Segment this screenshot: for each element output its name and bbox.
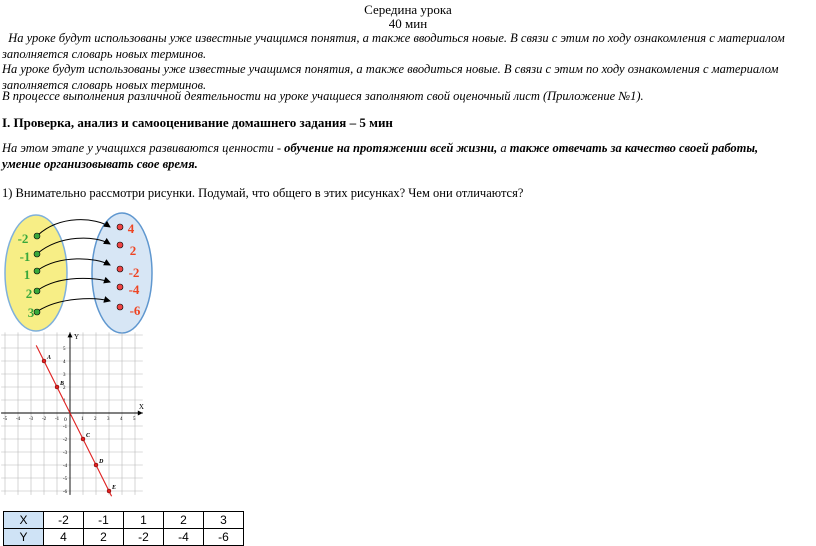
values-bold-1: обучение на протяжении всей жизни, — [284, 141, 498, 155]
y-tick-label: 2 — [63, 386, 66, 391]
values-paragraph — [2, 141, 792, 172]
y-tick-label: -1 — [63, 425, 68, 430]
graph-axes — [1, 332, 144, 495]
range-value: 4 — [127, 221, 135, 236]
data-point — [55, 385, 59, 389]
data-point — [81, 437, 85, 441]
y-tick-label: -2 — [63, 438, 68, 443]
point-label: C — [86, 433, 91, 439]
graph-ticks — [3, 347, 136, 495]
data-point — [42, 359, 46, 363]
y-tick-label: 4 — [63, 360, 66, 365]
coordinate-graph — [2, 332, 150, 503]
intro-text-1: На уроке будут использованы уже известные учащимся понятия, а также вводиться новые. В связи с этим по ходу ознакомления с материалом заполняется словарь новых терминов. — [2, 31, 785, 61]
table-row — [4, 529, 244, 546]
table-cell: 4 — [44, 529, 84, 546]
x-axis-arrow — [138, 411, 143, 416]
range-value: -2 — [128, 265, 140, 280]
table-cell: -2 — [44, 512, 84, 529]
domain-value: 1 — [23, 267, 31, 282]
intro-paragraph-2: На уроке будут использованы уже известные учащимся понятия, а также вводиться новые. В связи с этим по ходу ознакомления с материалом заполняется словарь новых терминов. — [2, 62, 779, 92]
y-tick-label: 3 — [63, 373, 66, 378]
graph-plot — [36, 345, 116, 496]
origin-label: 0 — [64, 417, 67, 423]
point-label: A — [47, 355, 52, 361]
series-line — [36, 345, 111, 496]
range-value: -4 — [128, 282, 140, 297]
table-cell: -2 — [124, 529, 164, 546]
domain-value: 2 — [25, 286, 33, 301]
domain-value: 3 — [27, 305, 35, 320]
x-tick-label: -4 — [16, 417, 21, 422]
duration: 40 мин — [388, 16, 428, 31]
values-table — [3, 511, 244, 546]
data-point — [94, 463, 98, 467]
x-tick-label: 3 — [107, 417, 110, 422]
graph-grid — [1, 332, 143, 495]
x-tick-label: -5 — [3, 417, 8, 422]
y-tick-label: -3 — [63, 451, 68, 456]
table-cell: -1 — [84, 512, 124, 529]
values-mid: а — [497, 141, 510, 155]
domain-value: -2 — [17, 231, 29, 246]
y-tick-label: -5 — [63, 477, 68, 482]
x-tick-label: 2 — [94, 417, 97, 422]
table-cell: 2 — [164, 512, 204, 529]
x-tick-label: -2 — [42, 417, 47, 422]
table-row — [4, 512, 244, 529]
data-point — [107, 489, 111, 493]
table-cell: -6 — [204, 529, 244, 546]
y-tick-label: 5 — [63, 347, 66, 352]
y-tick-label: -4 — [63, 464, 68, 469]
range-value: 2 — [129, 243, 137, 258]
intro-paragraph-1 — [2, 31, 810, 62]
values-prefix: На этом этапе у учащихся развиваются ценности - — [2, 141, 285, 155]
values-bold-2: также отвечать за качество своей работы, умение организовывать свое время. — [2, 141, 759, 171]
task-1: 1) Внимательно рассмотри рисунки. Подумай, что общего в этих рисунках? Чем они отличаются? — [2, 186, 524, 200]
intro-paragraph-3: В процессе выполнения различной деятельности на уроке учащиеся заполняют свой оценочный лист (Приложение №1). — [2, 89, 644, 103]
table-cell: 2 — [84, 529, 124, 546]
x-tick-label: -3 — [29, 417, 34, 422]
table-cell: -4 — [164, 529, 204, 546]
mapping-diagram — [0, 205, 170, 345]
x-tick-label: 1 — [81, 417, 84, 422]
y-tick-label: -6 — [63, 490, 68, 495]
x-tick-label: 4 — [120, 417, 123, 422]
x-tick-label: 5 — [133, 417, 136, 422]
point-label: D — [99, 459, 104, 465]
section-heading: I. Проверка, анализ и самооценивание домашнего задания – 5 мин — [2, 115, 393, 130]
section-title: Середина урока — [364, 2, 452, 17]
table-header-y: Y — [4, 529, 44, 546]
y-axis-label: Y — [74, 332, 80, 341]
table-cell: 3 — [204, 512, 244, 529]
domain-value: -1 — [19, 249, 31, 264]
point-label: E — [112, 485, 117, 491]
point-label: B — [60, 381, 65, 387]
range-value: -6 — [129, 303, 141, 318]
table-header-x: X — [4, 512, 44, 529]
table-cell: 1 — [124, 512, 164, 529]
range-ellipse — [92, 213, 152, 333]
x-axis-label: X — [138, 403, 144, 411]
x-tick-label: -1 — [55, 417, 60, 422]
